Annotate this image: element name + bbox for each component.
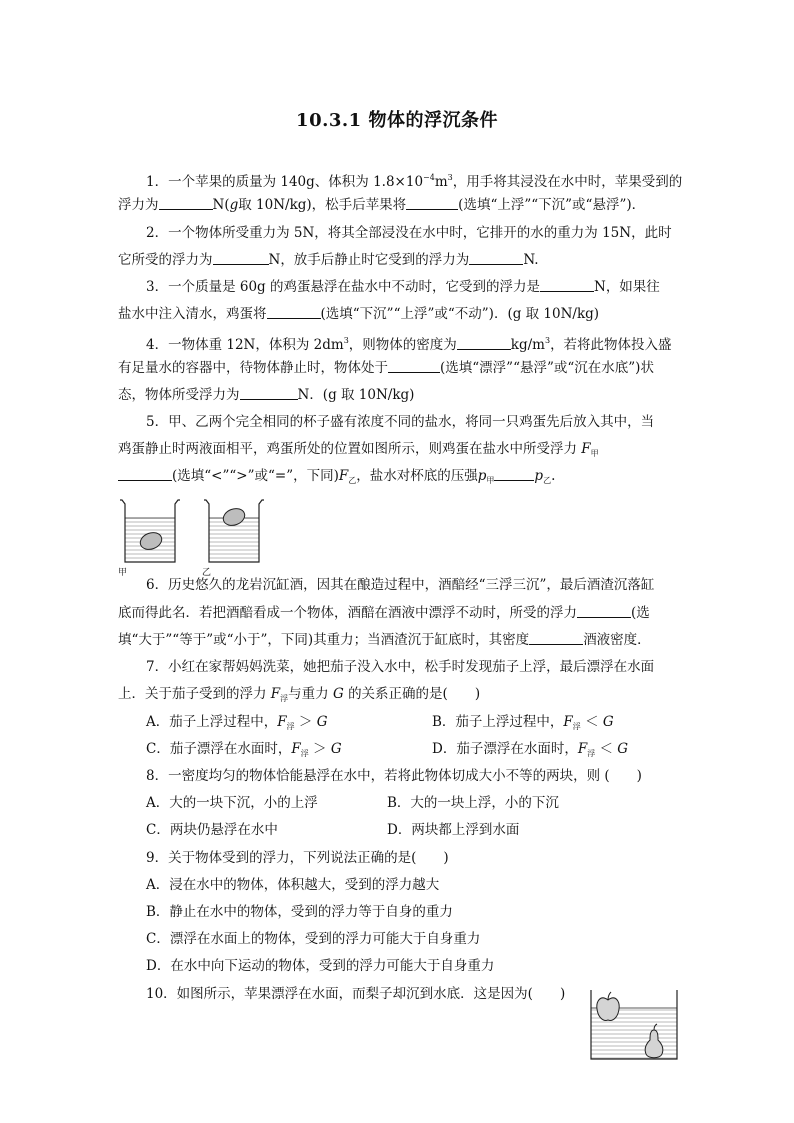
answer-blank[interactable] [540,279,594,292]
q9-line1: 9．关于物体受到的浮力，下列说法正确的是( ) [146,850,449,866]
cup-yi-label: 乙 [202,568,212,578]
answer-blank[interactable] [406,197,458,210]
q7-option-c[interactable]: C．茄子漂浮在水面时，$F_浮 > G$ [146,741,342,758]
q5-line2: 鸡蛋静止时两液面相平，鸡蛋所处的位置如图所示，则鸡蛋在盐水中所受浮力 $F_甲$ [118,441,599,458]
q5-line3: (选填“<”“>”或“=”，下同)$F_乙$，盐水对杯底的压强$p_甲$ $p_乙$. [118,468,555,489]
q8-option-a[interactable]: A．大的一块下沉，小的上浮 [146,795,318,811]
q7-option-a[interactable]: A．茄子上浮过程中，$F_浮 > G$ [146,714,328,731]
answer-blank[interactable] [213,252,269,265]
q1-line1: 1．一个苹果的质量为 140g、体积为 $1.8\times 10^{-4}m^3$，用手将其浸没在水中时，苹果受到的 [146,173,683,190]
answer-blank[interactable] [469,252,523,265]
q9-option-c[interactable]: C．漂浮在水面上的物体，受到的浮力可能大于自身重力 [146,931,481,947]
q8-option-d[interactable]: D．两块都上浮到水面 [387,822,520,838]
answer-blank[interactable] [240,387,298,400]
q4-line3: 态，物体所受浮力为 N．(g 取 10N/kg) [118,387,415,403]
q6-line1: 6．历史悠久的龙岩沉缸酒，因其在酿造过程中，酒醅经“三浮三沉”，最后酒渣沉落缸 [146,577,655,593]
answer-blank[interactable] [267,306,321,319]
page-title: 10.3.1 物体的浮沉条件 [296,110,498,131]
q8-option-c[interactable]: C．两块仍悬浮在水中 [146,822,278,838]
q10-apple-pear-figure [588,988,680,1062]
answer-blank[interactable] [494,468,534,481]
answer-blank[interactable] [159,197,213,210]
q4-line2: 有足量水的容器中，待物体静止时，物体处于 (选填“漂浮”“悬浮”或“沉在水底”)状 [118,360,654,376]
q9-option-a[interactable]: A．浸在水中的物体，体积越大，受到的浮力越大 [146,877,440,893]
q7-line2: 上．关于茄子受到的浮力 $F_浮$与重力 G 的关系正确的是( ) [118,686,481,703]
cup-jia-label: 甲 [118,568,128,578]
cup-jia [120,500,180,562]
q7-line1: 7．小红在家帮妈妈洗菜，她把茄子没入水中，松手时发现茄子上浮，最后漂浮在水面 [146,659,655,675]
answer-blank[interactable] [529,632,583,645]
q4-line1: 4．一物体重 12N，体积为 $2dm^3$，则物体的密度为 $kg/m^3$，若将此物体投入盛 [146,336,672,353]
q5-cups-figure [118,496,268,576]
q6-line2: 底而得此名．若把酒醅看成一个物体，酒醅在酒液中漂浮不动时，所受的浮力 (选 [118,605,650,621]
cup-yi [204,500,264,562]
q2-line1: 2．一个物体所受重力为 5N，将其全部浸没在水中时，它排开的水的重力为 15N，此时 [146,225,672,241]
answer-blank[interactable] [457,337,511,350]
q3-line2: 盐水中注入清水，鸡蛋将 (选填“下沉”“上浮”或“不动”)．(g 取 10N/kg) [118,306,600,322]
q5-line1: 5．甲、乙两个完全相同的杯子盛有浓度不同的盐水，将同一只鸡蛋先后放入其中，当 [146,414,655,430]
answer-blank[interactable] [388,360,440,373]
q7-option-b[interactable]: B．茄子上浮过程中，$F_浮 < G$ [432,714,614,731]
q8-line1: 8．一密度均匀的物体恰能悬浮在水中，若将此物体切成大小不等的两块，则 ( ) [146,768,642,784]
answer-blank[interactable] [118,468,172,481]
q8-option-b[interactable]: B．大的一块上浮，小的下沉 [387,795,559,811]
q3-line1: 3．一个质量是 60g 的鸡蛋悬浮在盐水中不动时，它受到的浮力是 N，如果往 [146,279,660,295]
q9-option-b[interactable]: B．静止在水中的物体，受到的浮力等于自身的重力 [146,904,453,920]
q2-line2: 它所受的浮力为 N，放手后静止时它受到的浮力为 N. [118,252,539,268]
q10-line1: 10．如图所示，苹果漂浮在水面，而梨子却沉到水底．这是因为( ) [146,986,566,1002]
q6-line3: 填“大于”“等于”或“小于”，下同)其重力；当酒渣沉于缸底时，其密度 酒液密度． [118,632,651,648]
q9-option-d[interactable]: D．在水中向下运动的物体，受到的浮力可能大于自身重力 [146,958,495,974]
apple-icon [597,992,619,1020]
q7-option-d[interactable]: D．茄子漂浮在水面时，$F_浮 < G$ [432,741,629,758]
answer-blank[interactable] [577,605,631,618]
q1-line2: 浮力为 N(g取 10N/kg)，松手后苹果将 (选填“上浮”“下沉”或“悬浮”)． [118,197,646,213]
